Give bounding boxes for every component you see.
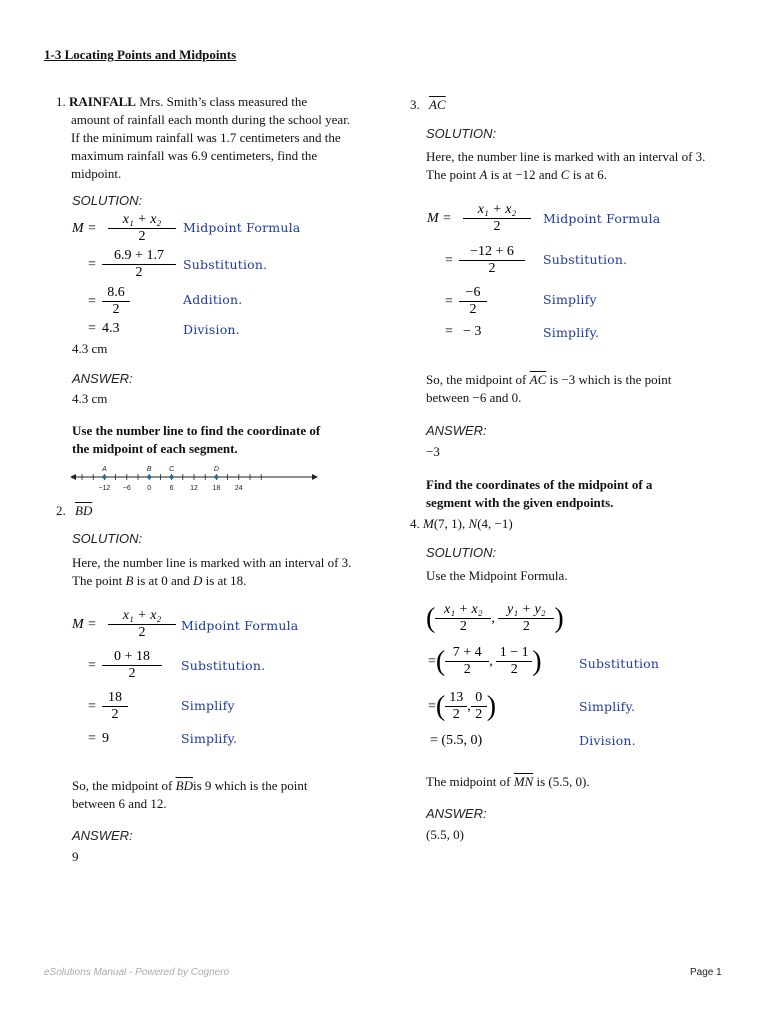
page-title: 1-3 Locating Points and Midpoints <box>44 47 237 62</box>
conclusion: So, the midpoint of $\overline{AC}$ is −3 which is the point between −6 and 0. <box>426 372 672 405</box>
fraction: $\frac{-12 + 6}{2}$ <box>459 244 525 277</box>
point-A <box>102 475 106 479</box>
problem-text: Mrs. Smith’s class measured the <box>135 94 308 109</box>
step-note: Simplify. <box>579 699 636 714</box>
answer-value: 9 <box>72 849 79 864</box>
equation-line: M = $\frac{\text{x₁ + x₂}}{2}$ <box>72 608 176 641</box>
answer-heading: ANSWER: <box>72 371 133 386</box>
equation-line: ( $\frac{\text{x₁ + x₂}}{2}$ , $\frac{\text{y₁ + y₂}}{2}$ ) <box>426 602 564 634</box>
fraction: $\frac{\text{x₁ + x₂}}{2}$ <box>435 602 491 635</box>
fraction: $\frac{1 - 1}{2}$ <box>496 645 532 678</box>
problem-text: Here, the number line is marked with an interval of 3. The point B is at 0 and D is at 18. <box>72 555 352 588</box>
point-label: C <box>169 466 175 473</box>
fraction: $\frac{8.6}{2}$ <box>102 285 130 318</box>
equation-line: = $\frac{8.6}{2}$ <box>88 285 130 318</box>
equation-line: = − 3 <box>445 324 482 339</box>
fraction: $\frac{\text{x₁ + x₂}}{2}$ <box>108 608 176 641</box>
point-D <box>214 475 218 479</box>
step-note: Simplify <box>543 292 597 307</box>
equation-line <box>72 212 176 245</box>
step-note: Division. <box>183 322 240 337</box>
equation-line: = ( $\frac{13}{2}$ , $\frac{0}{2}$ ) <box>428 690 497 722</box>
step-note: Substitution. <box>181 658 266 673</box>
equation-line: = $\frac{0 + 18}{2}$ <box>88 649 162 682</box>
tick-label: 6 <box>169 485 174 492</box>
conclusion: The midpoint of $\overline{MN}$ is (5.5, 0). <box>426 774 590 789</box>
fraction: $\frac{\text{y₁ + y₂}}{2}$ <box>498 602 554 635</box>
segment-label: $\overline{AC}$ <box>429 97 446 112</box>
answer-value: (5.5, 0) <box>426 827 464 842</box>
problem-2-heading <box>56 502 92 520</box>
problem-number: 3. <box>410 97 420 112</box>
problem-text: If the minimum rainfall was 1.7 centimeters and the <box>71 130 341 145</box>
step-note: Substitution. <box>543 252 628 267</box>
equation-line: = 9 <box>88 731 109 746</box>
fraction: $\frac{13}{2}$ <box>445 690 467 723</box>
fraction: $\frac{18}{2}$ <box>102 690 128 723</box>
fraction: $\frac{7 + 4}{2}$ <box>445 645 489 678</box>
tick-label: −6 <box>122 485 131 492</box>
equation-line: = ( $\frac{7 + 4}{2}$ , $\frac{1 - 1}{2}$ ) <box>428 645 542 677</box>
problem-1 <box>56 93 376 183</box>
fraction: $\frac{0 + 18}{2}$ <box>102 649 162 682</box>
problem-number: 1. <box>56 94 66 109</box>
arrow-right-icon <box>312 474 318 480</box>
solution-heading: SOLUTION: <box>426 126 497 141</box>
equation-line: M = $\frac{\text{x₁ + x₂}}{2}$ <box>427 202 531 235</box>
tick-label: 18 <box>212 485 221 492</box>
point-B <box>147 475 151 479</box>
step-note: Midpoint Formula <box>543 211 661 226</box>
fraction: $\frac{6.9 + 1.7}{2}$ <box>102 248 176 281</box>
result-text: 4.3 cm <box>72 341 108 356</box>
equation-lhs: M = <box>72 220 97 236</box>
equation-line: = $\frac{-12 + 6}{2}$ <box>445 244 525 277</box>
step-note: Division. <box>579 733 636 748</box>
fraction: $\frac{-6}{2}$ <box>459 285 487 318</box>
equation-line: = $\frac{18}{2}$ <box>88 690 128 723</box>
instruction: Use the number line to find the coordinate of the midpoint of each segment. <box>72 423 321 456</box>
problem-label: RAINFALL <box>69 94 136 109</box>
step-note: Addition. <box>183 292 243 307</box>
problem-4-heading: 4. M(7, 1), N(4, −1) <box>410 516 513 531</box>
tick-label: −12 <box>98 485 111 492</box>
tick-label: 0 <box>147 485 152 492</box>
solution-heading: SOLUTION: <box>72 531 143 546</box>
equation-line: = $\frac{6.9 + 1.7}{2}$ <box>88 248 176 281</box>
point-label: A <box>102 466 107 473</box>
step-note: Midpoint Formula <box>181 618 299 633</box>
answer-value: −3 <box>426 444 440 459</box>
step-note: Simplify. <box>543 325 600 340</box>
step-note: Substitution <box>579 656 660 671</box>
answer-heading: ANSWER: <box>72 828 133 843</box>
equation-line: = 4.3 <box>88 321 120 336</box>
problem-text: Use the Midpoint Formula. <box>426 568 568 583</box>
conclusion: So, the midpoint of $\overline{BD}is$ 9 which is the point between 6 and 12. <box>72 778 308 811</box>
problem-number: 2. <box>56 503 66 518</box>
solution-heading: SOLUTION: <box>72 193 143 208</box>
step-note: Simplify <box>181 698 235 713</box>
problem-text: amount of rainfall each month during the school year. <box>71 112 351 127</box>
step-note: Simplify. <box>181 731 238 746</box>
problem-3-heading <box>410 96 446 114</box>
answer-value: 4.3 cm <box>72 391 108 406</box>
problem-number: 4. <box>410 516 420 531</box>
fraction: $\frac{\text{x₁ + x₂}}{2}$ <box>108 212 176 245</box>
step-note: Midpoint Formula <box>183 220 301 235</box>
segment-label: $\overline{BD}$ <box>75 503 93 518</box>
tick-label: 24 <box>234 485 243 492</box>
instruction: Find the coordinates of the midpoint of a segment with the given endpoints. <box>426 477 653 510</box>
solution-heading: SOLUTION: <box>426 545 497 560</box>
answer-heading: ANSWER: <box>426 423 487 438</box>
fraction: $\frac{\text{x₁ + x₂}}{2}$ <box>463 202 531 235</box>
number-line <box>70 461 320 497</box>
problem-text: maximum rainfall was 6.9 centimeters, find the <box>71 148 318 163</box>
arrow-left-icon <box>70 474 76 480</box>
problem-text: midpoint. <box>71 166 122 181</box>
footer-text: eSolutions Manual - Powered by Cognero <box>44 967 230 978</box>
point-label: B <box>146 466 152 473</box>
point-C <box>170 475 174 479</box>
answer-heading: ANSWER: <box>426 806 487 821</box>
equation-line: = (5.5, 0) <box>430 733 483 748</box>
step-note: Substitution. <box>183 257 268 272</box>
problem-text: Here, the number line is marked with an interval of 3. The point A is at −12 and C is at 6. <box>426 149 706 182</box>
point-label: D <box>213 466 219 473</box>
equation-line: = $\frac{-6}{2}$ <box>445 285 487 318</box>
tick-label: 12 <box>190 485 198 492</box>
fraction: $\frac{0}{2}$ <box>471 690 487 723</box>
page-number: Page 1 <box>690 967 722 978</box>
